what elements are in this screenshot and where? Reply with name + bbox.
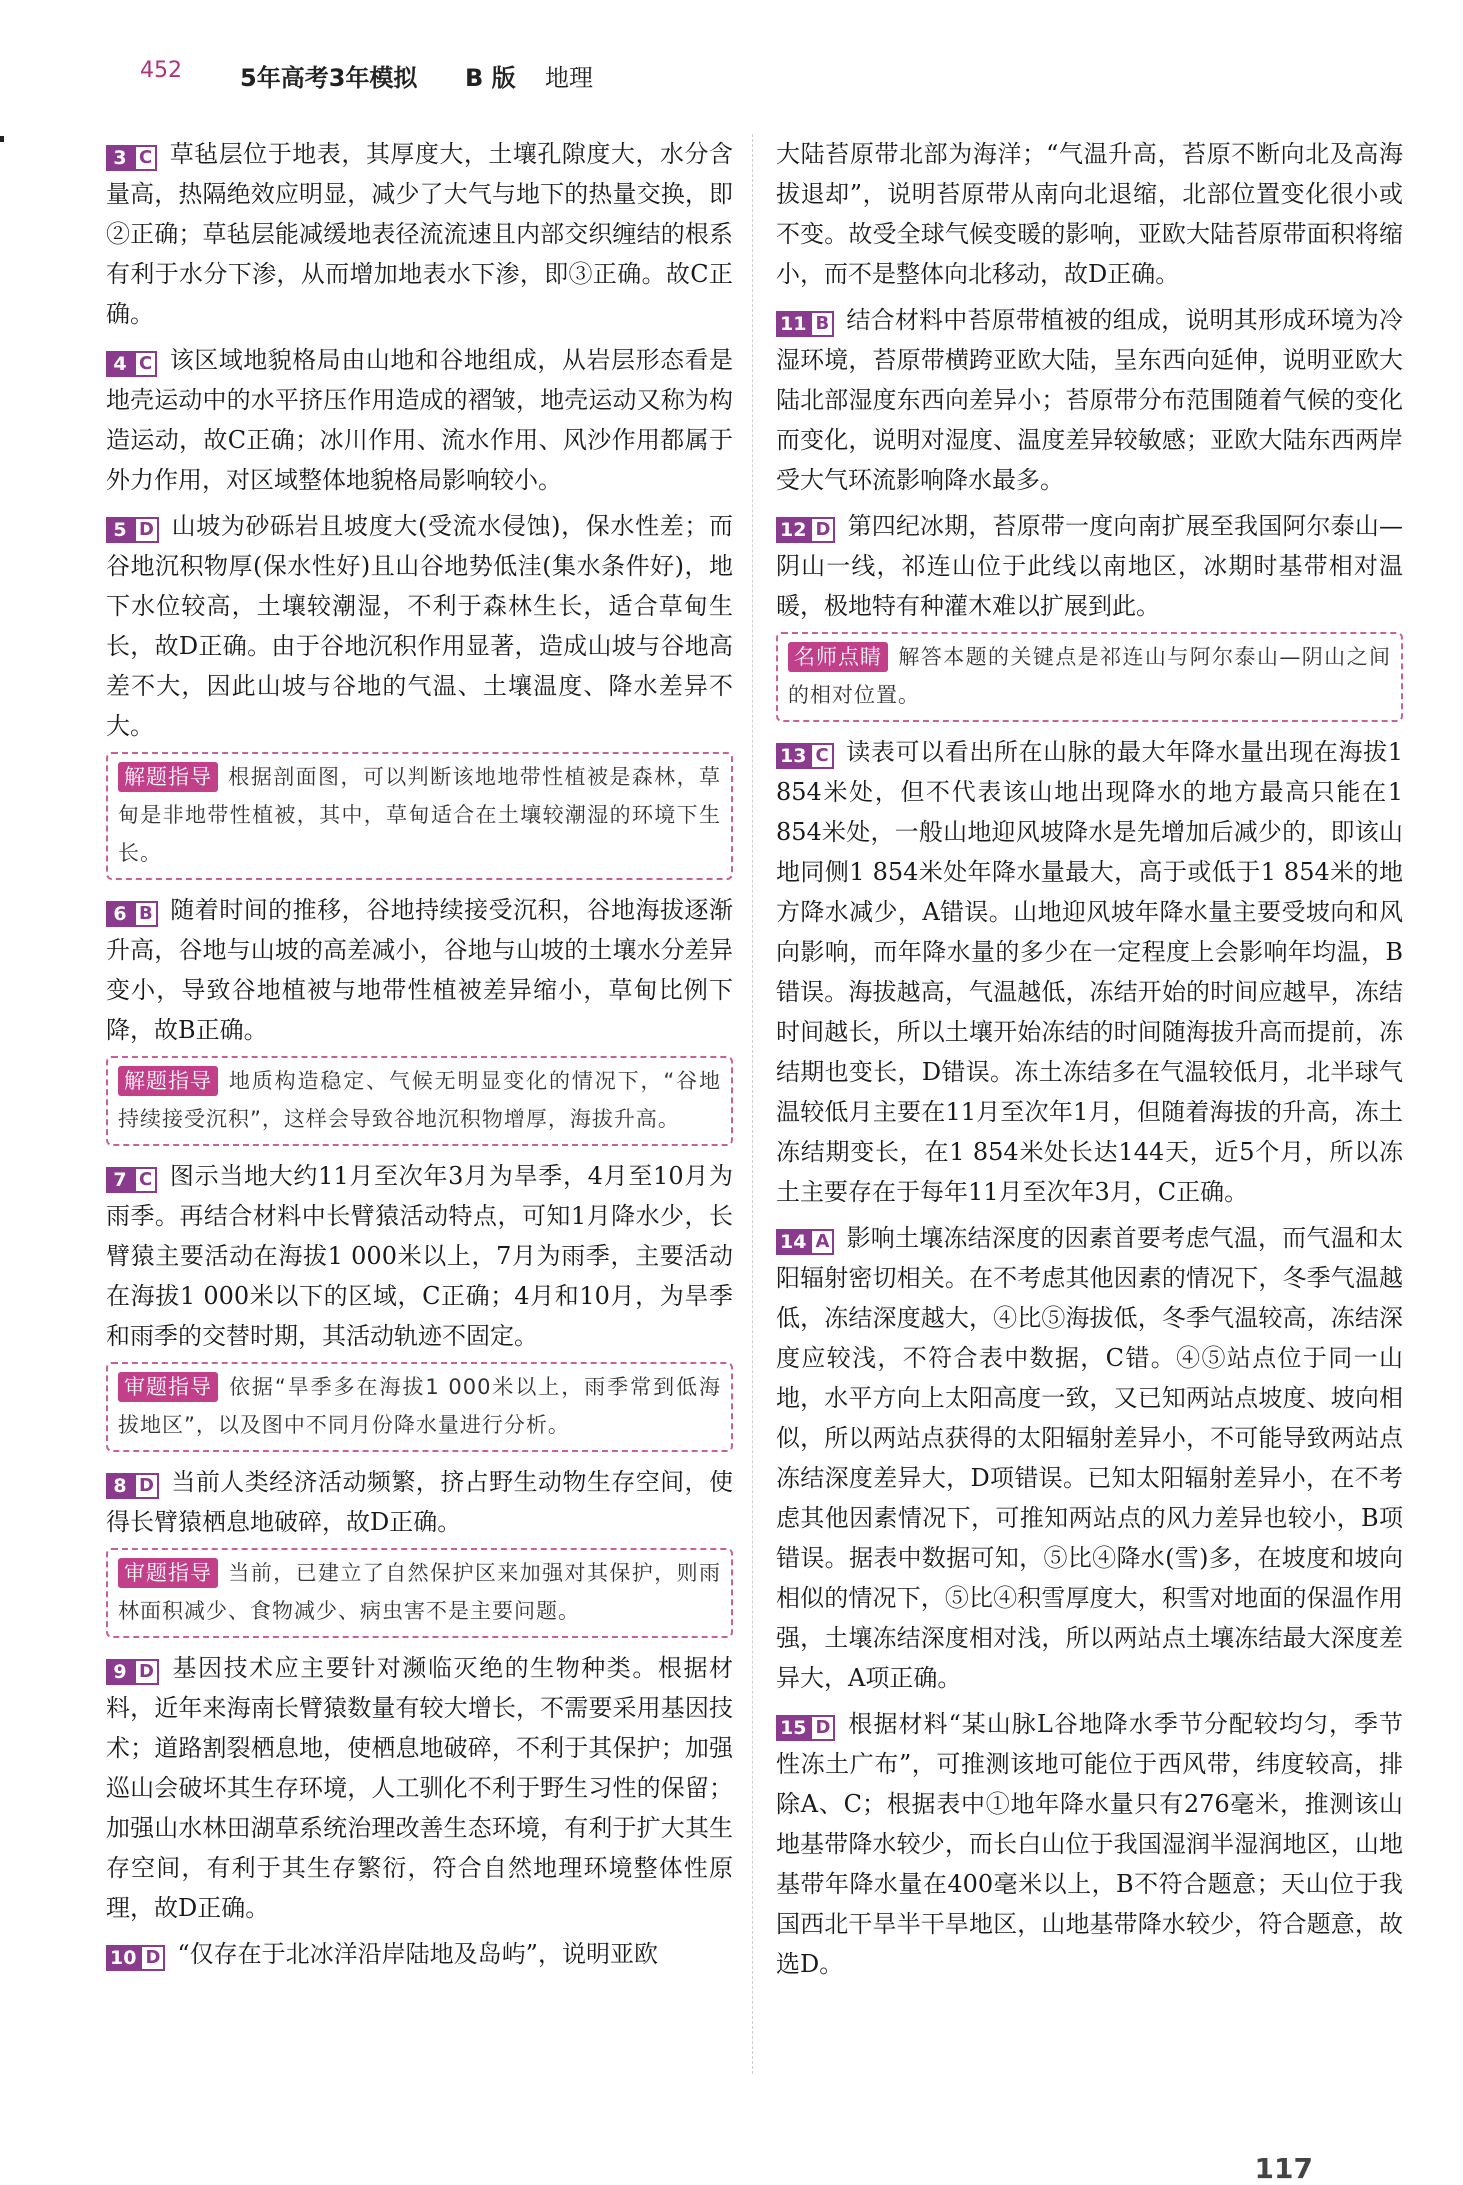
answer-badge: 5 D (106, 517, 159, 543)
answer-text: 第四纪冰期，苔原带一度向南扩展至我国阿尔泰山—阴山一线，祁连山位于此线以南地区，冰期时基带相对温暖，极地特有种灌木难以扩展到此。 (776, 512, 1403, 620)
tip-box (776, 632, 1403, 722)
answer-text: 根据材料“某山脉L谷地降水季节分配较均匀，季节性冻土广布”，可推测该地可能位于西风带，纬度较高，排除A、C；根据表中①地年降水量只有276毫米，推测该山地基带降水较少，而长白山位于我国湿润半湿润地区，山地基带年降水量在400毫米以上，B不符合题意；天山位于我国西北干旱半干旱地区，山地基带降水较少，符合题意，故选D。 (776, 1710, 1403, 1978)
answer-15 (776, 1704, 1403, 1984)
tip-label: 审题指导 (118, 1372, 218, 1402)
answer-text: 基因技术应主要针对濒临灭绝的生物种类。根据材料，近年来海南长臂猿数量有较大增长，不需要采用基因技术；道路割裂栖息地，使栖息地破碎，不利于其保护；加强巡山会破坏其生存环境，人工驯化不利于野生习性的保留；加强山水林田湖草系统治理改善生态环境，有利于扩大其生存空间，有利于其生存繁衍，符合自然地理环境整体性原理，故D正确。 (106, 1654, 733, 1922)
page-header (0, 52, 1463, 102)
answer-text: 当前人类经济活动频繁，挤占野生动物生存空间，使得长臂猿栖息地破碎，故D正确。 (106, 1468, 733, 1536)
answer-text: “仅存在于北冰洋沿岸陆地及岛屿”，说明亚欧 (177, 1940, 658, 1968)
tip-text: 根据剖面图，可以判断该地地带性植被是森林，草甸是非地带性植被，其中，草甸适合在土壤较潮湿的环境下生长。 (118, 765, 721, 865)
answer-13 (776, 732, 1403, 1212)
answer-4 (106, 340, 733, 500)
answer-5 (106, 506, 733, 746)
tip-label: 审题指导 (118, 1558, 218, 1588)
answer-10-continued (776, 134, 1403, 294)
answer-3 (106, 134, 733, 334)
tip-label: 解题指导 (118, 1066, 218, 1096)
footer-page-number: 117 (1254, 2152, 1313, 2185)
answer-text: 影响土壤冻结深度的因素首要考虑气温，而气温和太阳辐射密切相关。在不考虑其他因素的情况下，冬季气温越低，冻结深度越大，④比⑤海拔低，冬季气温较高，冻结深度应较浅，不符合表中数据，C错。④⑤站点位于同一山地，水平方向上太阳高度一致，又已知两站点坡度、坡向相似，所以两站点获得的太阳辐射差异小，不可能导致两站点冻结深度差异大，D项错误。已知太阳辐射差异小，在不考虑其他因素情况下，可推知两站点的风力差异也较小，B项错误。据表中数据可知，⑤比④降水(雪)多，在坡度和坡向相似的情况下，⑤比④积雪厚度大，积雪对地面的保温作用强，土壤冻结深度相对浅，所以两站点土壤冻结最大深度差异大，A项正确。 (776, 1224, 1403, 1692)
answer-text: 草毡层位于地表，其厚度大，土壤孔隙度大，水分含量高，热隔绝效应明显，减少了大气与地下的热量交换，即②正确；草毡层能减缓地表径流流速且内部交织缠结的根系有利于水分下渗，从而增加地表水下渗，即③正确。故C正确。 (106, 140, 733, 328)
answer-6 (106, 890, 733, 1050)
answer-text: 读表可以看出所在山脉的最大年降水量出现在海拔1 854米处，但不代表该山地出现降水的地方最高只能在1 854米处，一般山地迎风坡降水是先增加后减少的，即该山地同侧1 854米处年降水量最大，高于或低于1 854米的地方降水减少，A错误。山地迎风坡年降水量主要受坡向和风向影响，而年降水量的多少在一定程度上会影响年均温，B错误。海拔越高，气温越低，冻结开始的时间应越早，冻结时间越长，所以土壤开始冻结的时间随海拔升高而提前，冻结期也变长，D错误。冻土冻结多在气温较低月，北半球气温较低月主要在11月至次年1月，但随着海拔的升高，冻土冻结期变长，在1 854米处长达144天，近5个月，所以冻土主要存在于每年11月至次年3月，C正确。 (776, 738, 1403, 1206)
subject: 地理 (545, 64, 593, 92)
answer-8 (106, 1462, 733, 1542)
right-column (776, 134, 1403, 1990)
tip-label: 解题指导 (118, 762, 218, 792)
tip-text: 依据“旱季多在海拔1 000米以上，雨季常到低海拔地区”，以及图中不同月份降水量进行分析。 (118, 1375, 721, 1437)
left-column (106, 134, 733, 1980)
answer-badge: 4 C (106, 351, 157, 377)
edition: B 版 (465, 64, 516, 92)
answer-badge: 14 A (776, 1229, 834, 1255)
answer-badge: 6 B (106, 901, 158, 927)
answer-11 (776, 300, 1403, 500)
answer-7 (106, 1156, 733, 1356)
tip-box (106, 752, 733, 880)
answer-text: 随着时间的推移，谷地持续接受沉积，谷地海拔逐渐升高，谷地与山坡的高差减小，谷地与山坡的土壤水分差异变小，导致谷地植被与地带性植被差异缩小，草甸比例下降，故B正确。 (106, 896, 733, 1044)
answer-9 (106, 1648, 733, 1928)
column-separator (752, 134, 754, 2074)
tip-box (106, 1056, 733, 1146)
tip-box (106, 1548, 733, 1638)
answer-14 (776, 1218, 1403, 1698)
edge-mark (0, 136, 4, 142)
answer-text: 山坡为砂砾岩且坡度大(受流水侵蚀)，保水性差；而谷地沉积物厚(保水性好)且山谷地势低洼(集水条件好)，地下水位较高，土壤较潮湿，不利于森林生长，适合草甸生长，故D正确。由于谷地沉积作用显著，造成山坡与谷地高差不大，因此山坡与谷地的气温、土壤温度、降水差异不大。 (106, 512, 733, 740)
page-number: 452 (140, 58, 182, 83)
answer-badge: 15 D (776, 1715, 835, 1741)
answer-text: 该区域地貌格局由山地和谷地组成，从岩层形态看是地壳运动中的水平挤压作用造成的褶皱，地壳运动又称为构造运动，故C正确；冰川作用、流水作用、风沙作用都属于外力作用，对区域整体地貌格局影响较小。 (106, 346, 733, 494)
answer-badge: 3 C (106, 145, 157, 171)
tip-text: 地质构造稳定、气候无明显变化的情况下，“谷地持续接受沉积”，这样会导致谷地沉积物增厚，海拔升高。 (118, 1069, 721, 1131)
answer-badge: 11 B (776, 311, 834, 337)
answer-text: 大陆苔原带北部为海洋；“气温升高，苔原不断向北及高海拔退却”，说明苔原带从南向北退缩，北部位置变化很小或不变。故受全球气候变暖的影响，亚欧大陆苔原带面积将缩小，而不是整体向北移动，故D正确。 (776, 140, 1403, 288)
tip-text: 解答本题的关键点是祁连山与阿尔泰山—阴山之间的相对位置。 (788, 645, 1391, 707)
answer-badge: 9 D (106, 1659, 159, 1685)
answer-badge: 12 D (776, 517, 835, 543)
tip-box (106, 1362, 733, 1452)
answer-badge: 8 D (106, 1473, 159, 1499)
answer-text: 图示当地大约11月至次年3月为旱季，4月至10月为雨季。再结合材料中长臂猿活动特点，可知1月降水少，长臂猿主要活动在海拔1 000米以上，7月为雨季，主要活动在海拔1 000米以下的区域，C正确；4月和10月，为旱季和雨季的交替时期，其活动轨迹不固定。 (106, 1162, 733, 1350)
book-title: 5年高考3年模拟 (240, 64, 418, 92)
answer-12 (776, 506, 1403, 626)
answer-text: 结合材料中苔原带植被的组成，说明其形成环境为冷湿环境，苔原带横跨亚欧大陆，呈东西向延伸，说明亚欧大陆北部湿度东西向差异小；苔原带分布范围随着气候的变化而变化，说明对湿度、温度差异较敏感；亚欧大陆东西两岸受大气环流影响降水最多。 (776, 306, 1403, 494)
tip-text: 当前，已建立了自然保护区来加强对其保护，则雨林面积减少、食物减少、病虫害不是主要问题。 (118, 1561, 721, 1623)
tip-label: 名师点睛 (788, 642, 888, 672)
answer-badge: 7 C (106, 1167, 157, 1193)
answer-badge: 13 C (776, 743, 834, 769)
answer-10 (106, 1934, 733, 1974)
answer-badge: 10 D (106, 1945, 165, 1971)
